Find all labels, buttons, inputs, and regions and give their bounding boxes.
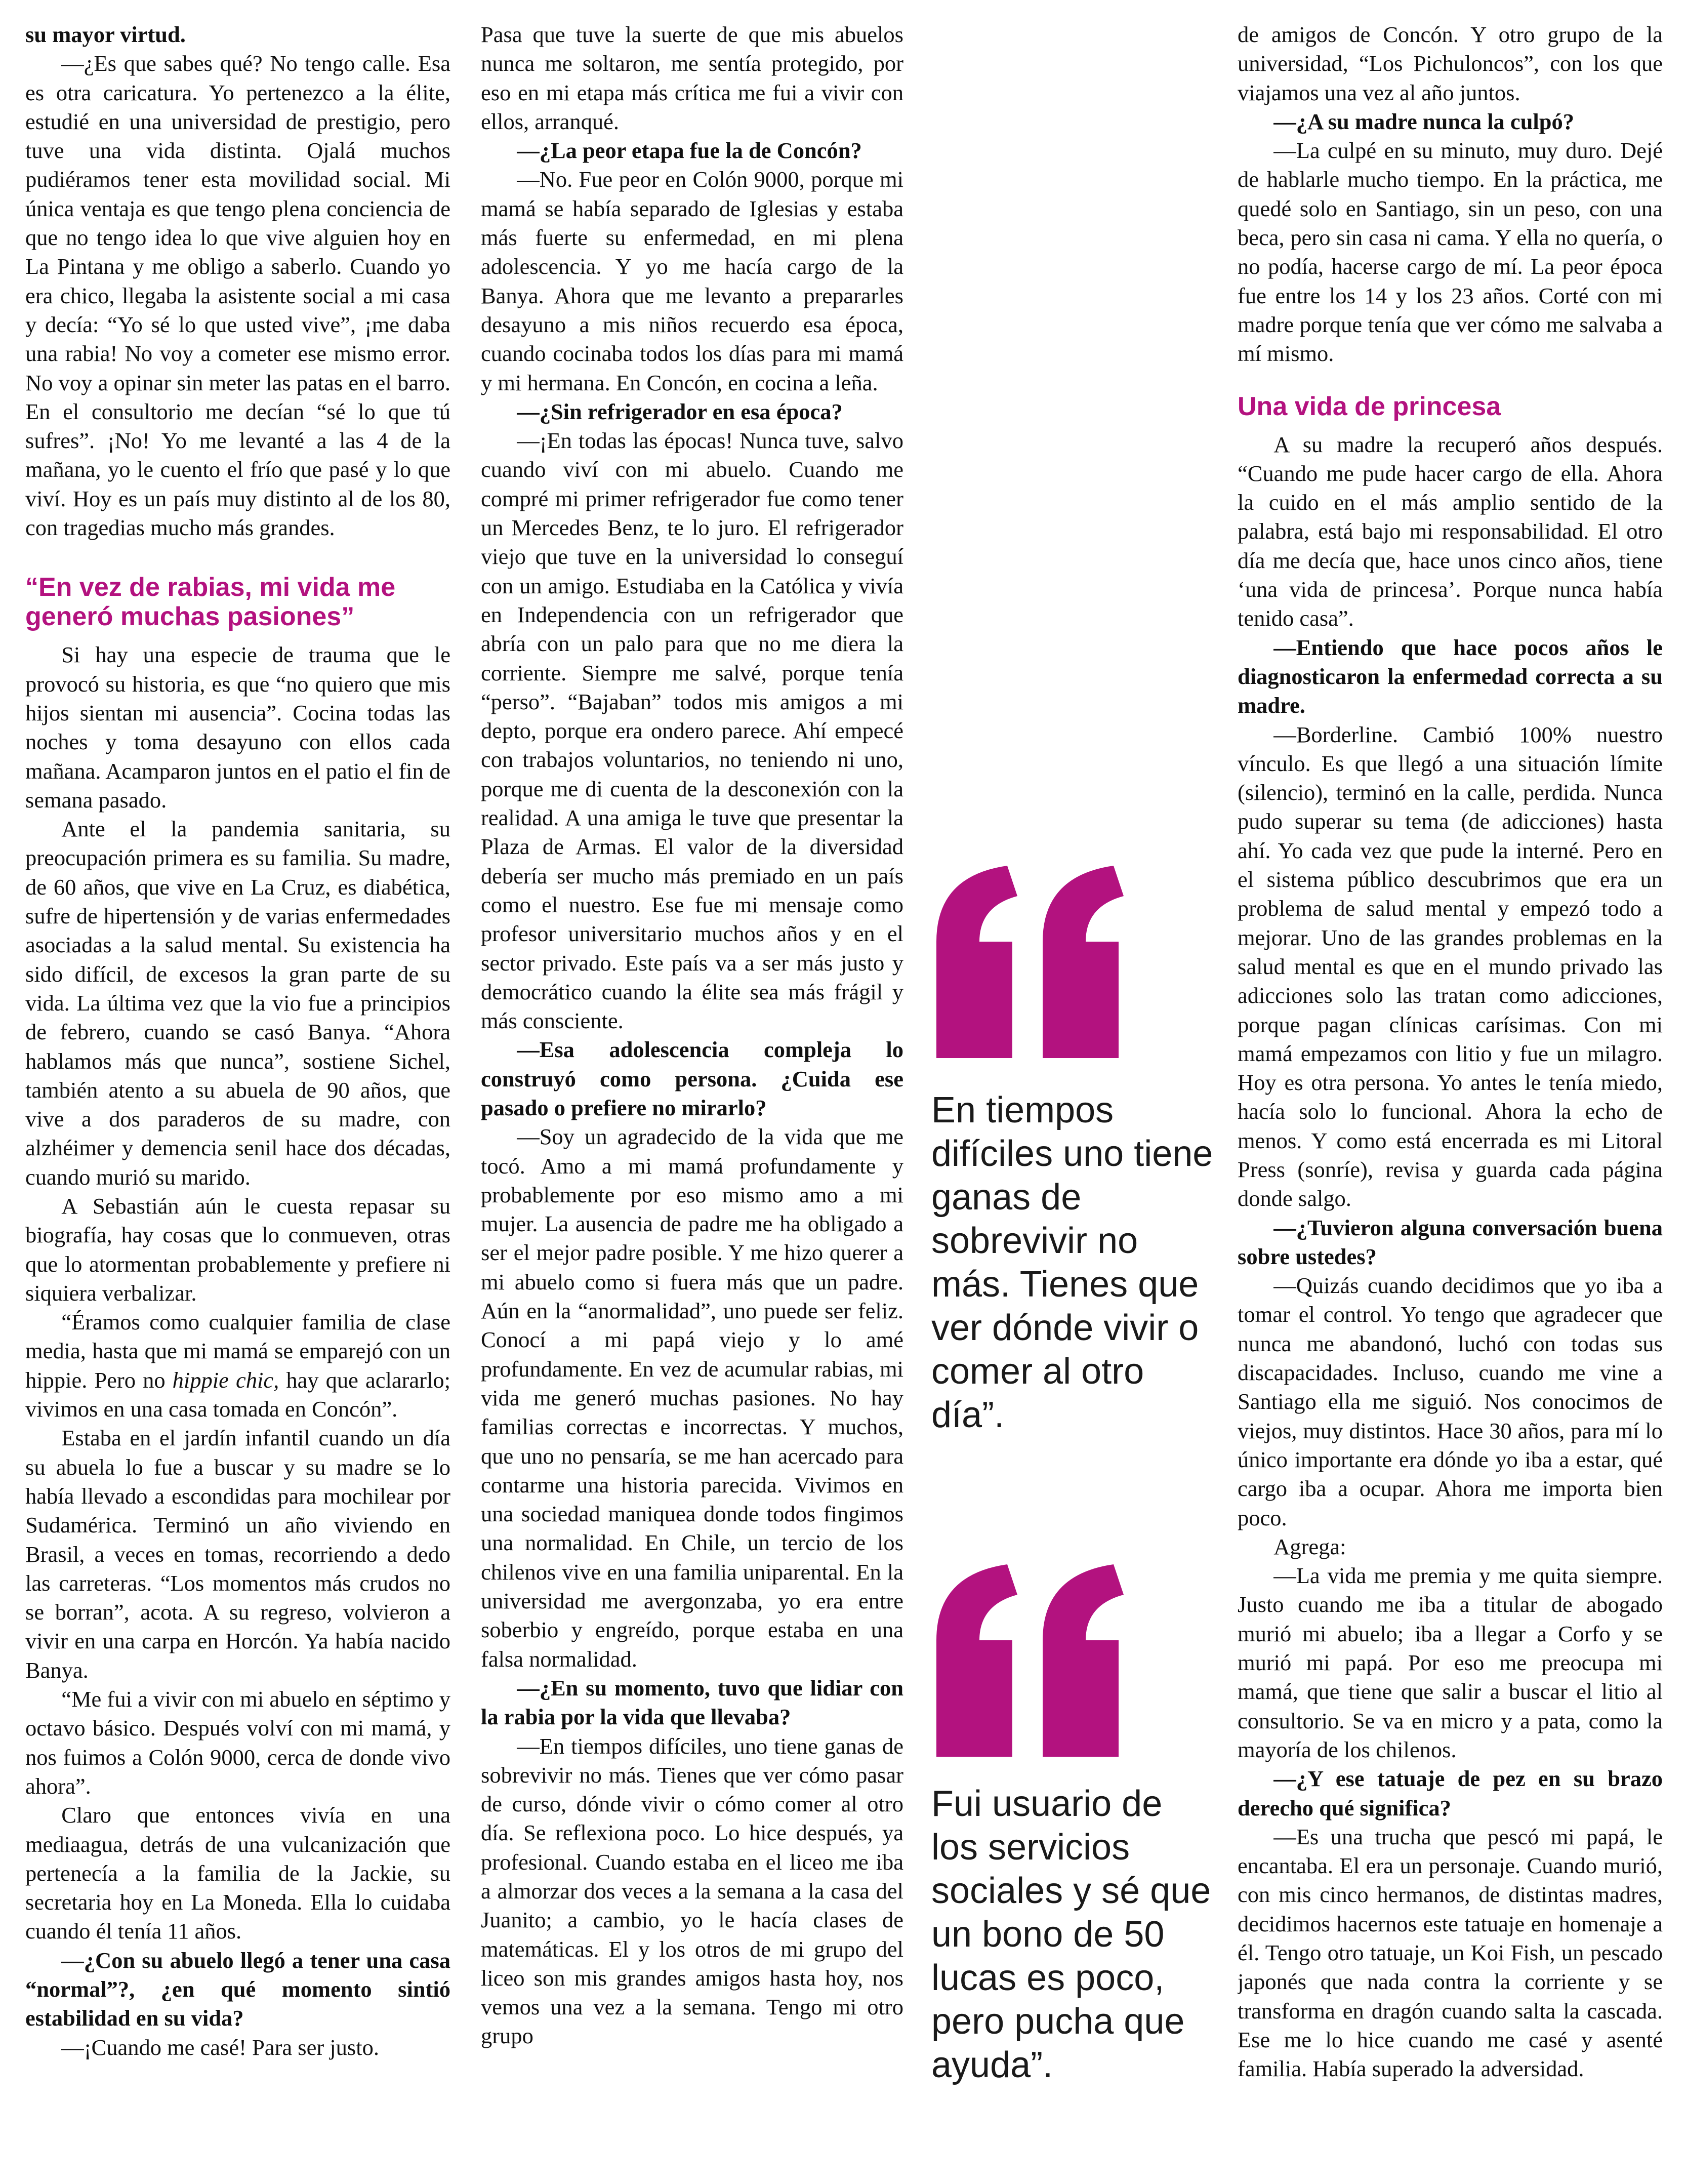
paragraph: Si hay una especie de trauma que le provocó su historia, es que “no quiero que mis hijos sientan mi ausencia”. Cocina todas las noches y toma desayuno con ellos cada mañana. Acamparon juntos en el patio el fin de semana pasado. bbox=[25, 642, 450, 813]
section-subhead: “En vez de rabias, mi vida me generó muchas pasiones” bbox=[25, 573, 396, 632]
text-run: “Éramos como cualquier familia de clase media, hasta que mi mamá se emparejó con un hippie. Pero no bbox=[25, 1309, 450, 1393]
interview-question: —¿A su madre nunca la culpó? bbox=[1273, 108, 1575, 134]
paragraph bbox=[25, 1308, 450, 1424]
paragraph: Agrega: bbox=[1273, 1533, 1346, 1559]
paragraph: —¿Es que sabes qué? No tengo calle. Esa es otra caricatura. Yo pertenezco a la élite, estudié en una universidad de prestigio, pero tuve una vida distinta. Ojalá muchos pudiéramos tener esta movilidad social. Mi única ventaja es que tengo plena conciencia de que no tengo idea lo que vive alguien hoy en La Pintana y me obligo a saberlo. Cuando yo era chico, llegaba la asistente social a mi casa y decía: “Yo sé lo que usted vive”, ¡me daba una rabia! No voy a cometer ese mismo error. No voy a opinar sin meter las patas en el barro. En el consultorio me decían “sé lo que tú sufres”. ¡No! Yo me levanté a las 4 de la mañana, yo le cuento el frío que pasé y lo que viví. Hoy es un país muy distinto al de los 80, con tragedias mucho más grandes. bbox=[25, 51, 450, 541]
paragraph: Estaba en el jardín infantil cuando un día su abuela lo fue a buscar y su madre se lo había llevado a escondidas para mochilear por Sudamérica. Terminó un año viviendo en Brasil, a veces en tomas, recorriendo a dedo las carreteras. “Los momentos más crudos no se borran”, acota. A su regreso, volvieron a vivir en una carpa en Horcón. Ya había nacido Banya. bbox=[25, 1425, 450, 1683]
paragraph: su mayor virtud. bbox=[25, 22, 186, 47]
interview-question: —¿Tuvieron alguna conversación buena sobre ustedes? bbox=[1238, 1215, 1663, 1269]
interview-question: —¿Con su abuelo llegó a tener una casa “normal”?, ¿en qué momento sintió estabilidad en su vida? bbox=[25, 1947, 450, 2031]
interview-question: —¿Sin refrigerador en esa época? bbox=[517, 398, 843, 424]
text-column-left bbox=[25, 20, 450, 2172]
interview-question: —Entiendo que hace pocos años le diagnosticaron la enfermedad correcta a su madre. bbox=[1238, 634, 1663, 718]
paragraph: —Es una trucha que pescó mi papá, le encantaba. El era un personaje. Cuando murió, con mis cinco hermanos, de distintas madres, decidimos hacernos este tatuaje en homenaje a él. Tengo otro tatuaje, un Koi Fish, un pescado japonés que nada contra la corriente y se transforma en dragón cuando salta la cascada. Ese me lo hice cuando me casé y asenté familia. Había superado la adversidad. bbox=[1238, 1824, 1663, 2082]
quote-mark-shape bbox=[931, 866, 1134, 1058]
interview-question: —Esa adolescencia compleja lo construyó como persona. ¿Cuida ese pasado o prefiere no mirarlo? bbox=[481, 1037, 903, 1120]
paragraph: —Soy un agradecido de la vida que me tocó. Amo a mi mamá profundamente y probablemente por eso mismo amo a mi mujer. La ausencia de padre me ha obligado a ser el mejor padre posible. Y me hizo querer a mi abuelo como si fuera más que un padre. Aún en la “anormalidad”, uno puede ser feliz. Conocí a mi papá viejo y lo amé profundamente. En vez de acumular rabias, mi vida me generó muchas pasiones. No hay familias correctas e incorrectas. Y muchos, que uno no pensaría, se me han acercado para contarme una historia parecida. Vivimos en una sociedad maniquea donde todos fingimos una normalidad. En Chile, un tercio de los chilenos vive en una familia uniparental. En la universidad me avergonzaba, yo era entre soberbio y engreído, porque estaba en una falsa normalidad. bbox=[481, 1124, 903, 1672]
section-subhead: Una vida de princesa bbox=[1238, 391, 1501, 421]
quote-mark-icon bbox=[931, 1564, 1134, 1757]
paragraph: Claro que entonces vivía en una mediaagua, detrás de una vulcanización que pertenecía a la familia de la Jackie, su secretaria hoy en La Moneda. Ella lo cuidaba cuando él tenía 11 años. bbox=[25, 1802, 450, 1944]
paragraph: Ante el la pandemia sanitaria, su preocupación primera es su familia. Su madre, de 60 años, que vive en La Cruz, es diabética, sufre de hipertensión y de varias enfermedades asociadas a la salud mental. Su existencia ha sido difícil, de excesos la gran parte de su vida. La última vez que la vio fue a principios de febrero, cuando se casó Banya. “Ahora hablamos más que nunca”, sostiene Sichel, también atento a su abuela de 90 años, que vive a dos paraderos de su madre, con alzhéimer y demencia senil hace dos décadas, cuando murió su marido. bbox=[25, 816, 450, 1190]
paragraph: —La culpé en su minuto, muy duro. Dejé de hablarle mucho tiempo. En la práctica, me quedé solo en Santiago, sin un peso, con una beca, pero sin casa ni cama. Y ella no quería, o no podía, hacerse cargo de mí. La peor época fue entre los 14 y los 23 años. Corté con mi madre porque tenía que ver cómo me salvaba a mí mismo. bbox=[1238, 138, 1663, 367]
paragraph: —No. Fue peor en Colón 9000, porque mi mamá se había separado de Iglesias y estaba más fuerte su enfermedad, en mi plena adolescencia. Y yo me hacía cargo de la Banya. Ahora que me levanto a prepararles desayuno a mis niños recuerdo esa época, cuando cocinaba todos los días para mi mamá y mi hermana. En Concón, en cocina a leña. bbox=[481, 167, 903, 395]
paragraph: “Me fui a vivir con mi abuelo en séptimo y octavo básico. Después volví con mi mamá, y nos fuimos a Colón 9000, cerca de donde vivo ahora”. bbox=[25, 1686, 450, 1799]
paragraph: —En tiempos difíciles, uno tiene ganas de sobrevivir no más. Tienes que ver cómo pasar de curso, dónde vivir o cómo comer al otro día. Se reflexiona poco. Lo hice después, ya profesional. Cuando estaba en el liceo me iba a almorzar dos veces a la semana a la casa del Juanito; a cambio, yo le hacía clases de matemáticas. El y los otros de mi grupo del liceo son mis grandes amigos hasta hoy, nos vemos una vez a la semana. Tengo mi otro grupo bbox=[481, 1733, 903, 2049]
quote-mark-icon bbox=[931, 866, 1134, 1058]
paragraph: —¡Cuando me casé! Para ser justo. bbox=[61, 2034, 379, 2060]
paragraph: A su madre la recuperó años después. “Cuando me pude hacer cargo de ella. Ahora la cuido en el más amplio sentido de la palabra, está bajo mi responsabilidad. El otro día me decía que, hace unos cinco años, tiene ‘una vida de princesa’. Porque nunca había tenido casa”. bbox=[1238, 431, 1663, 631]
paragraph: —Borderline. Cambió 100% nuestro vínculo. Es que llegó a una situación límite (silencio), terminó en la calle, perdida. Nunca pudo superar su tema (de adicciones) hasta ahí. Yo cada vez que pude la interné. Pero en el sistema público descubrimos que era un problema de salud mental y empezó todo a mejorar. Uno de las grandes problemas en la salud mental es que en el mundo privado las adicciones solo las tratan como adicciones, porque pagan clínicas carísimas. Con mi mamá empezamos con litio y fue un milagro. Hoy es otra persona. Yo antes le tenía miedo, hacía solo lo funcional. Ahora la echo de menos. Y como está encerrada es mi Litoral Press (sonríe), revisa y guarda cada página donde salgo. bbox=[1238, 721, 1663, 1211]
text-column-middle bbox=[481, 20, 903, 2172]
pull-quote: Fui usuario de los servicios sociales y sé que un bono de 50 lucas es poco, pero pucha que ayuda”. bbox=[931, 1784, 1211, 2085]
text-column-right bbox=[1238, 20, 1663, 2172]
quote-mark-shape bbox=[931, 1564, 1134, 1757]
interview-question: —¿En su momento, tuvo que lidiar con la rabia por la vida que llevaba? bbox=[481, 1675, 903, 1730]
paragraph: —La vida me premia y me quita siempre. Justo cuando me iba a titular de abogado murió mi abuelo; iba a llegar a Corfo y se murió mi papá. Por eso me preocupa mi mamá, que tiene que salir a buscar el litio al consultorio. Se va en micro y a pata, como la mayoría de los chilenos. bbox=[1238, 1563, 1663, 1762]
interview-question: —¿La peor etapa fue la de Concón? bbox=[517, 138, 862, 164]
pull-quote: En tiempos difíciles uno tiene ganas de sobrevivir no más. Tienes que ver dónde vivir o comer al otro día”. bbox=[931, 1090, 1213, 1435]
paragraph: Pasa que tuve la suerte de que mis abuelos nunca me soltaron, me sentía protegido, por eso en mi etapa más crítica me fui a vivir con ellos, arranqué. bbox=[481, 22, 903, 134]
italic-run: hippie chic, bbox=[172, 1367, 279, 1393]
text-run: hay que aclararlo; vivimos en una casa tomada en Concón”. bbox=[25, 1367, 450, 1422]
paragraph: de amigos de Concón. Y otro grupo de la universidad, “Los Pichuloncos”, con los que viajamos una vez al año juntos. bbox=[1238, 22, 1663, 105]
paragraph: —¡En todas las épocas! Nunca tuve, salvo cuando viví con mi abuelo. Cuando me compré mi primer refrigerador fue como tener un Mercedes Benz, te lo juro. El refrigerador viejo que tuve en la universidad lo conseguí con un amigo. Estudiaba en la Católica y vivía en Independencia con un refrigerador que abría con un palo para que no me diera la corriente. Siempre me salvé, porque tenía “perso”. “Bajaban” todos mis amigos a mi depto, porque era ondero parece. Ahí empecé con trabajos voluntarios, no teniendo ni uno, porque me di cuenta de la desconexión con la realidad. A una amiga le tuve que presentar la Plaza de Armas. El valor de la diversidad debería ser mucho más premiado en un país como el nuestro. Ese fue mi mensaje como profesor universitario muchos años y en el sector privado. Este país va a ser más justo y democrático cuando la élite sea más frágil y más consciente. bbox=[481, 428, 903, 1034]
paragraph: —Quizás cuando decidimos que yo iba a tomar el control. Yo tengo que agradecer que nunca me abandonó, luchó con todas sus discapacidades. Incluso, cuando me vine a Santiago ella me siguió. Nos conocimos de viejos, muy distintos. Hace 30 años, para mí lo único importante era dónde yo iba a estar, qué cargo iba a ocupar. Ahora me importa bien poco. bbox=[1238, 1273, 1663, 1530]
paragraph: A Sebastián aún le cuesta repasar su biografía, hay cosas que lo conmueven, otras que lo atormentan probablemente y prefiere ni siquiera verbalizar. bbox=[25, 1193, 450, 1306]
interview-question: —¿Y ese tatuaje de pez en su brazo derecho qué significa? bbox=[1238, 1766, 1663, 1821]
